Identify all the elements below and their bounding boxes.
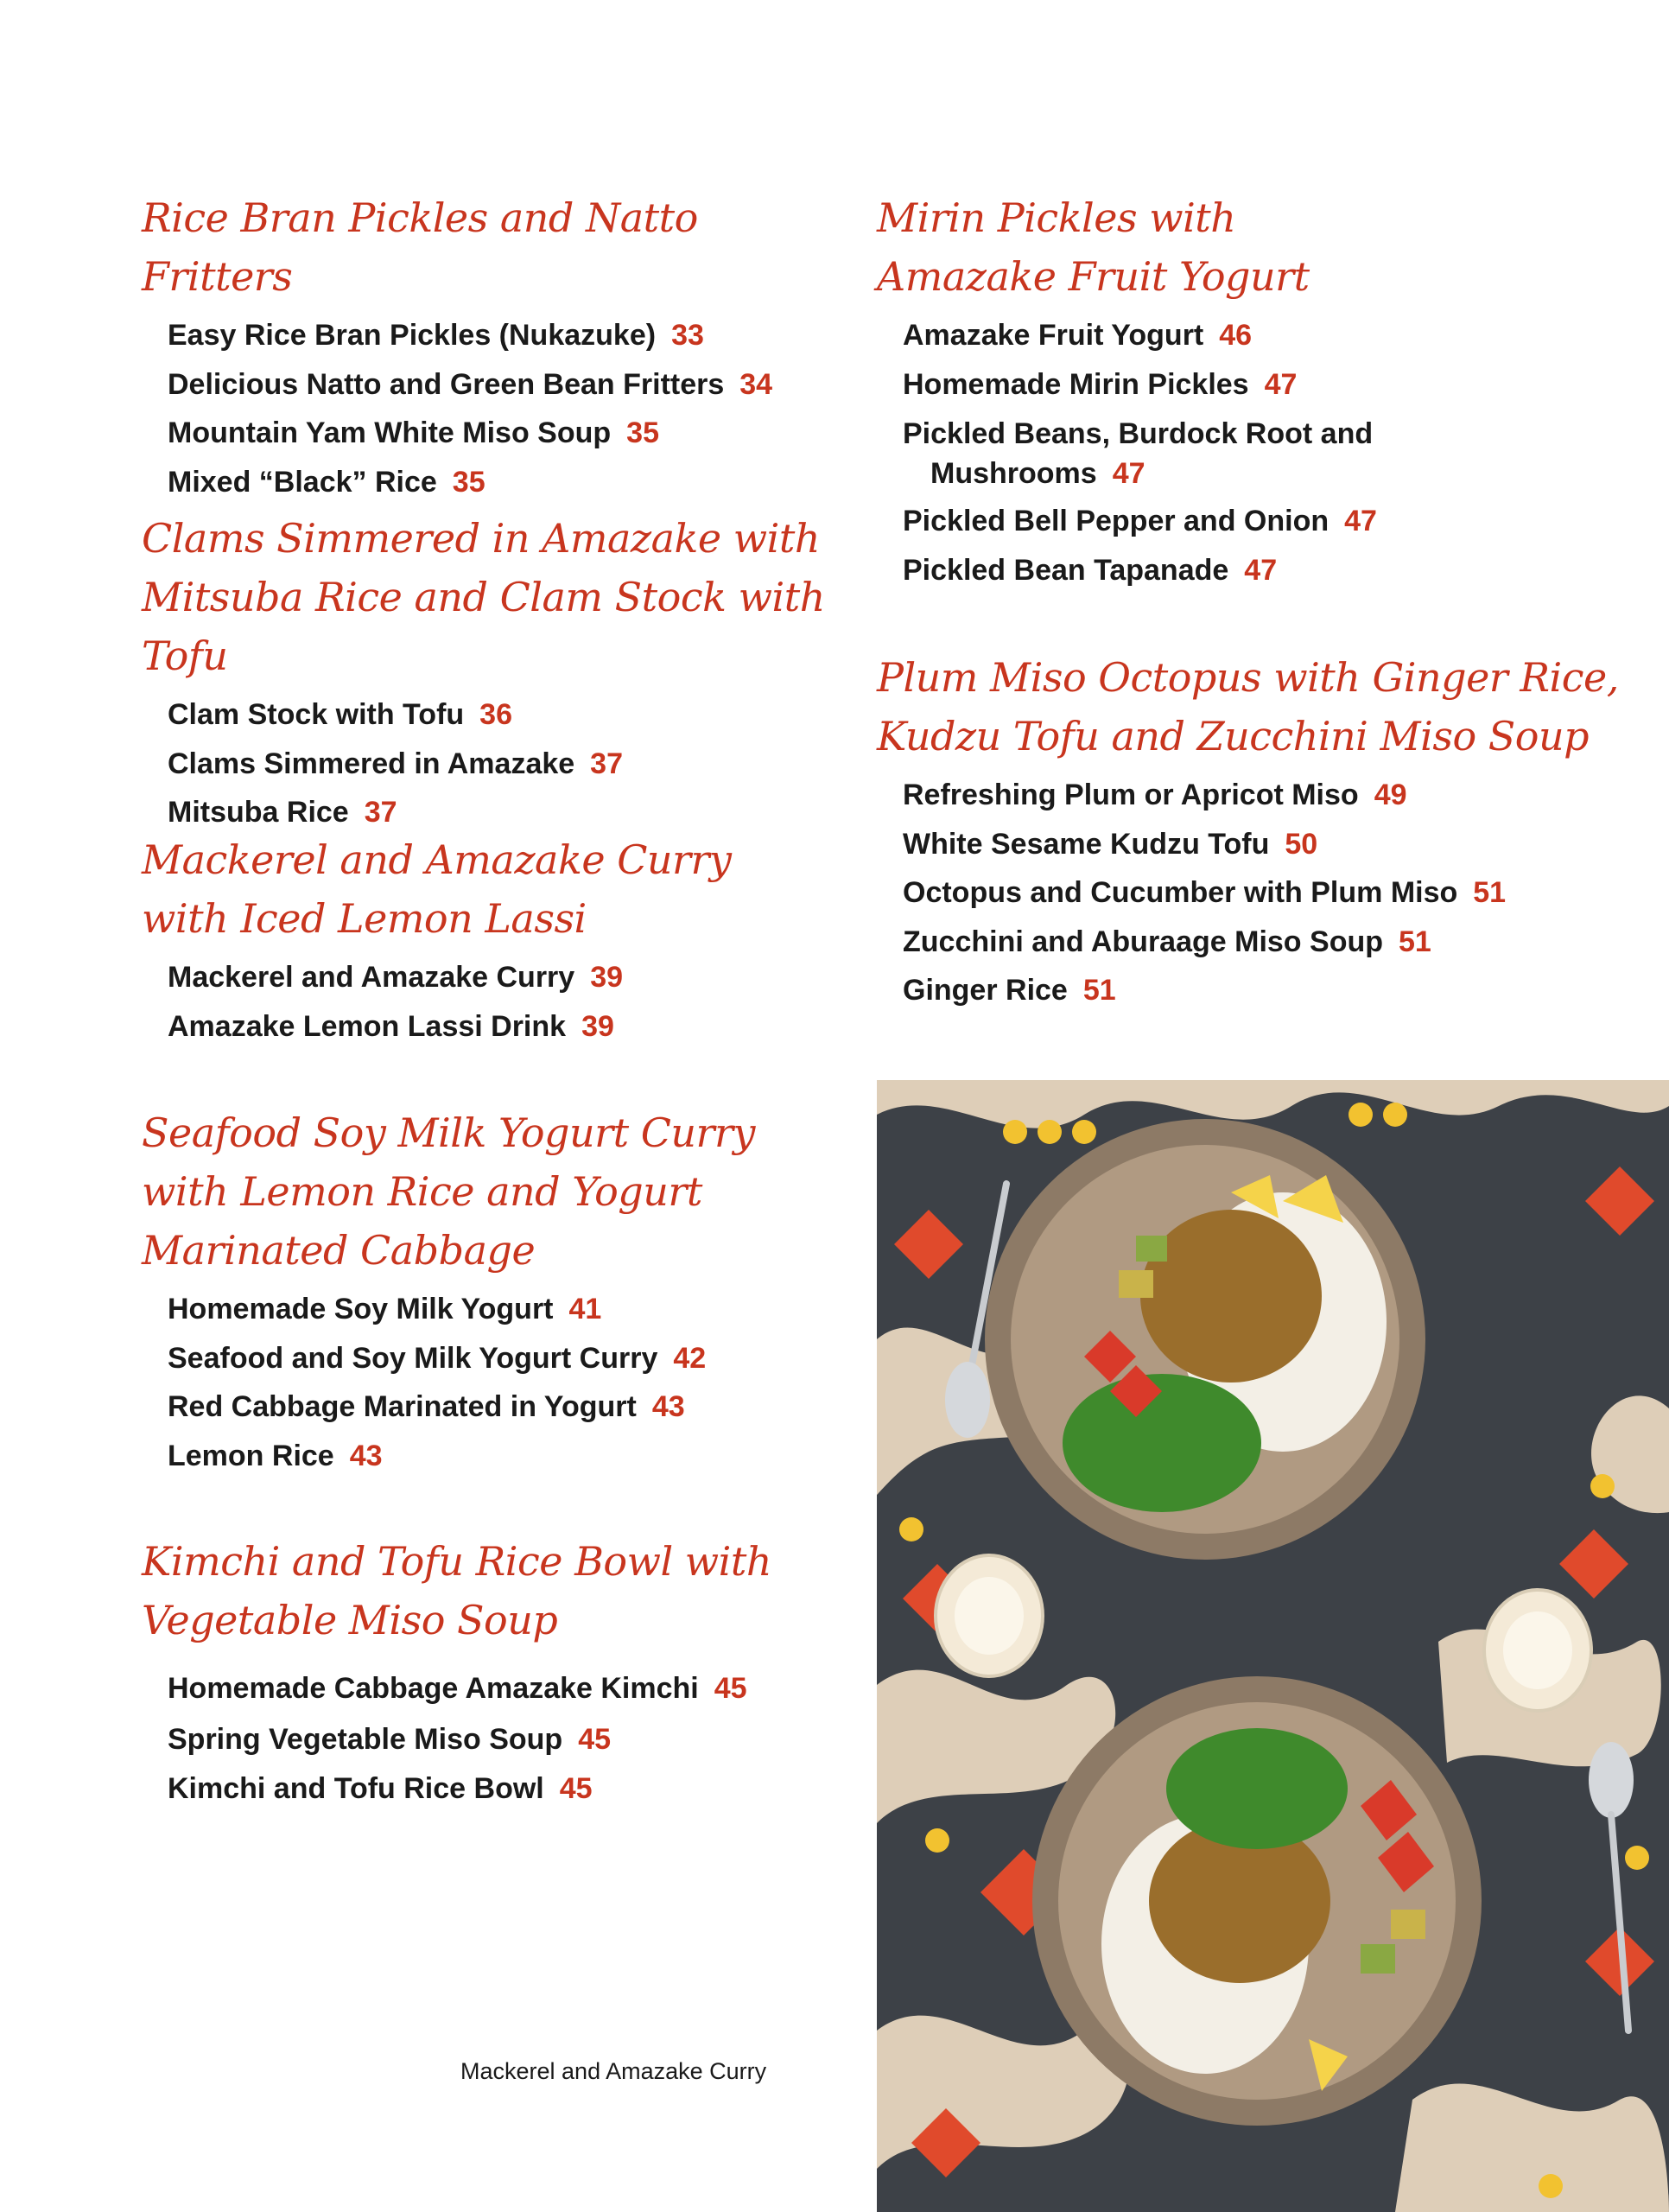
section-title: Kimchi and Tofu Rice Bowl with Vegetable Miso Soup (142, 1538, 771, 1643)
section-plum-miso-octopus (877, 648, 1619, 1015)
section-title: Rice Bran Pickles and Natto Fritters (142, 194, 698, 300)
page-number: 37 (590, 747, 623, 780)
page-number: 33 (671, 319, 704, 352)
avocado (1119, 1270, 1153, 1298)
section-rice-bran-pickles (142, 188, 850, 506)
section-mackerel-curry (142, 830, 731, 1051)
section-clams-amazake (142, 509, 850, 837)
recipe-item[interactable]: Zucchini and Aburaage Miso Soup 51 (903, 925, 1431, 958)
section-seafood-curry (142, 1103, 755, 1480)
page-number: 41 (568, 1293, 602, 1325)
page-number: 35 (452, 465, 485, 499)
lassi-glass-right (1484, 1590, 1591, 1711)
page-number: 45 (578, 1723, 612, 1756)
cilantro (1166, 1728, 1348, 1849)
page-number: 43 (651, 1390, 685, 1423)
recipe-item[interactable]: Clam Stock with Tofu 36 (168, 698, 512, 731)
avocado (1391, 1910, 1425, 1939)
page-number: 49 (1374, 779, 1407, 811)
page-number: 34 (739, 367, 773, 401)
page-number: 45 (714, 1672, 747, 1705)
recipe-item[interactable]: Clams Simmered in Amazake 37 (168, 747, 623, 780)
page-number: 42 (673, 1341, 707, 1375)
page-number: 46 (1219, 319, 1253, 352)
recipe-list (142, 311, 850, 506)
photo-caption: Mackerel and Amazake Curry (460, 2058, 767, 2084)
page-number: 37 (364, 796, 397, 829)
section-title: Mirin Pickles with Amazake Fruit Yogurt (877, 194, 1310, 300)
section-mirin-pickles (877, 188, 1377, 594)
recipe-item[interactable]: Refreshing Plum or Apricot Miso 49 (903, 779, 1407, 811)
page-number: 39 (590, 961, 624, 994)
recipe-list (142, 1662, 771, 1813)
section-title: Mackerel and Amazake Curry with Iced Lemon Lassi (142, 836, 732, 942)
recipe-item[interactable]: Octopus and Cucumber with Plum Miso 51 (903, 876, 1507, 909)
section-title: Clams Simmered in Amazake with Mitsuba Rice and Clam Stock with Tofu (142, 515, 825, 679)
page-number: 47 (1112, 457, 1145, 490)
page-number: 47 (1344, 505, 1377, 537)
recipe-item[interactable]: Red Cabbage Marinated in Yogurt 43 (168, 1390, 685, 1423)
recipe-item[interactable]: Amazake Fruit Yogurt 46 (903, 319, 1253, 352)
top-bowl (985, 1119, 1425, 1560)
page-number: 47 (1264, 367, 1298, 401)
recipe-item[interactable]: Mixed “Black” Rice 35 (168, 465, 485, 499)
recipe-list (877, 771, 1619, 1015)
recipe-item[interactable]: Pickled Beans, Burdock Root and Mushrooms 47 (903, 417, 1374, 490)
page-number: 36 (479, 698, 512, 731)
page-number: 51 (1399, 925, 1431, 958)
lassi-glass-left (936, 1555, 1043, 1676)
page-number: 45 (559, 1771, 593, 1805)
recipe-item[interactable]: Delicious Natto and Green Bean Fritters 34 (168, 367, 773, 401)
recipe-list (142, 690, 850, 837)
cilantro (1063, 1374, 1261, 1512)
recipe-item[interactable]: Easy Rice Bran Pickles (Nukazuke) 33 (168, 319, 704, 352)
page-number: 39 (581, 1009, 614, 1043)
recipe-item[interactable]: Spring Vegetable Miso Soup 45 (168, 1723, 612, 1756)
curry (1140, 1210, 1322, 1382)
recipe-item[interactable]: Mountain Yam White Miso Soup 35 (168, 416, 659, 449)
recipe-item[interactable]: Pickled Bean Tapanade 47 (903, 553, 1278, 587)
recipe-item[interactable]: Pickled Bell Pepper and Onion 47 (903, 505, 1377, 537)
section-title: Plum Miso Octopus with Ginger Rice, Kudzu Tofu and Zucchini Miso Soup (877, 654, 1619, 760)
page-number: 50 (1285, 827, 1318, 861)
recipe-item[interactable]: Kimchi and Tofu Rice Bowl 45 (168, 1771, 593, 1805)
page-number: 51 (1082, 974, 1116, 1007)
recipe-item[interactable]: Seafood and Soy Milk Yogurt Curry 42 (168, 1341, 707, 1375)
section-kimchi-tofu (142, 1532, 771, 1813)
food-photo (877, 1080, 1669, 2212)
page-number: 51 (1473, 876, 1507, 909)
recipe-item[interactable]: Homemade Soy Milk Yogurt 41 (168, 1293, 602, 1325)
recipe-list (877, 311, 1377, 594)
recipe-list (142, 953, 731, 1051)
recipe-item[interactable]: Homemade Cabbage Amazake Kimchi 45 (168, 1672, 747, 1705)
page-number: 35 (626, 416, 659, 449)
recipe-item[interactable]: Ginger Rice 51 (903, 974, 1116, 1007)
section-title: Seafood Soy Milk Yogurt Curry with Lemon Rice and Yogurt Marinated Cabbage (142, 1109, 755, 1274)
recipe-item[interactable]: White Sesame Kudzu Tofu 50 (903, 827, 1318, 861)
bottom-bowl (1032, 1676, 1482, 2126)
recipe-list (142, 1285, 755, 1480)
recipe-item[interactable]: Homemade Mirin Pickles 47 (903, 367, 1298, 401)
food-photo-illustration (877, 1080, 1669, 2212)
recipe-item[interactable]: Mitsuba Rice 37 (168, 796, 397, 829)
page-number: 43 (349, 1439, 383, 1472)
page-number: 47 (1244, 553, 1278, 587)
recipe-item[interactable]: Mackerel and Amazake Curry 39 (168, 961, 624, 994)
recipe-item[interactable]: Lemon Rice 43 (168, 1439, 383, 1472)
recipe-item[interactable]: Amazake Lemon Lassi Drink 39 (168, 1009, 614, 1043)
